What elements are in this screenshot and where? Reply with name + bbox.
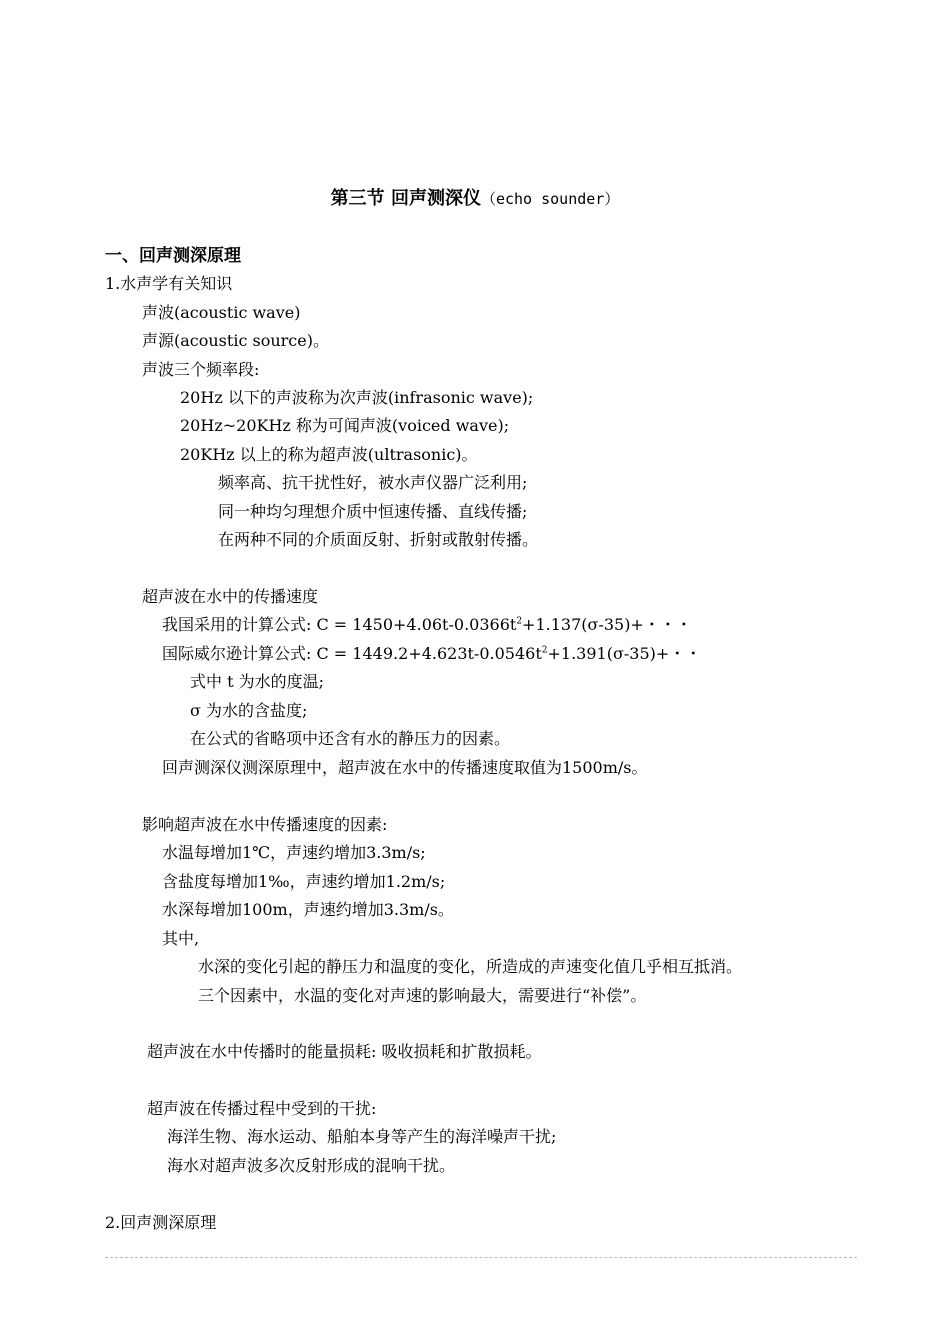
sound-source-line: 声源(acoustic source)。	[142, 331, 329, 350]
formula-intl-part2: +1.391(σ-35)+・・	[547, 644, 702, 663]
note-omitted: 在公式的省略项中还含有水的静压力的因素。	[190, 729, 511, 748]
band-ultrasonic: 20KHz 以上的称为超声波(ultrasonic)。	[180, 445, 478, 464]
page-title	[0, 187, 950, 211]
band-audible: 20Hz~20KHz 称为可闻声波(voiced wave);	[180, 416, 510, 435]
factor-temperature: 水温每增加1℃，声速约增加3.3m/s;	[162, 843, 426, 862]
energy-loss: 超声波在水中传播时的能量损耗: 吸收损耗和扩散损耗。	[147, 1042, 542, 1061]
ultrasonic-prop-2: 同一种均匀理想介质中恒速传播、直线传播;	[218, 502, 528, 521]
factors-heading: 影响超声波在水中传播速度的因素:	[142, 815, 388, 834]
formula-intl-part1: 国际威尔逊计算公式: C = 1449.2+4.623t-0.0546t	[162, 644, 542, 663]
title-main: 第三节 回声测深仪	[330, 188, 481, 209]
factors-note-2: 三个因素中，水温的变化对声速的影响最大，需要进行“补偿”。	[198, 986, 647, 1005]
footer-divider	[105, 1257, 857, 1258]
title-sub: （echo sounder）	[480, 190, 620, 208]
ultrasonic-prop-3: 在两种不同的介质面反射、折射或散射传播。	[218, 530, 539, 549]
sub2-heading: 2.回声测深原理	[105, 1213, 217, 1232]
section1-heading: 一、回声测深原理	[105, 246, 241, 266]
factors-note-1: 水深的变化引起的静压力和温度的变化，所造成的声速变化值几乎相互抵消。	[198, 957, 743, 976]
interference-noise: 海洋生物、海水运动、船舶本身等产生的海洋噪声干扰;	[167, 1127, 557, 1146]
interference-heading: 超声波在传播过程中受到的干扰:	[147, 1099, 377, 1118]
formula-international	[162, 644, 701, 664]
sub1-heading: 1.水声学有关知识	[105, 274, 233, 293]
formula-china-exponent: 2	[516, 616, 523, 627]
factors-among: 其中,	[162, 929, 200, 948]
formula-china-part1: 我国采用的计算公式: C = 1450+4.06t-0.0366t	[162, 615, 517, 634]
note-t: 式中 t 为水的度温;	[190, 672, 324, 691]
interference-reverb: 海水对超声波多次反射形成的混响干扰。	[167, 1156, 456, 1175]
factor-depth: 水深每增加100m，声速约增加3.3m/s。	[162, 900, 454, 919]
factor-salinity: 含盐度每增加1‰，声速约增加1.2m/s;	[162, 872, 446, 891]
bands-intro: 声波三个频率段:	[142, 360, 260, 379]
formula-intl-exponent: 2	[541, 645, 548, 656]
sound-wave-line: 声波(acoustic wave)	[142, 303, 301, 322]
formula-china	[162, 615, 692, 635]
formula-china-part2: +1.137(σ-35)+・・・	[522, 615, 692, 634]
speed-heading: 超声波在水中的传播速度	[142, 587, 319, 606]
note-sigma: σ 为水的含盐度;	[190, 701, 308, 720]
ultrasonic-prop-1: 频率高、抗干扰性好，被水声仪器广泛利用;	[218, 473, 528, 492]
band-infrasonic: 20Hz 以下的声波称为次声波(infrasonic wave);	[180, 388, 534, 407]
speed-value: 回声测深仪测深原理中，超声波在水中的传播速度取值为1500m/s。	[162, 758, 648, 777]
